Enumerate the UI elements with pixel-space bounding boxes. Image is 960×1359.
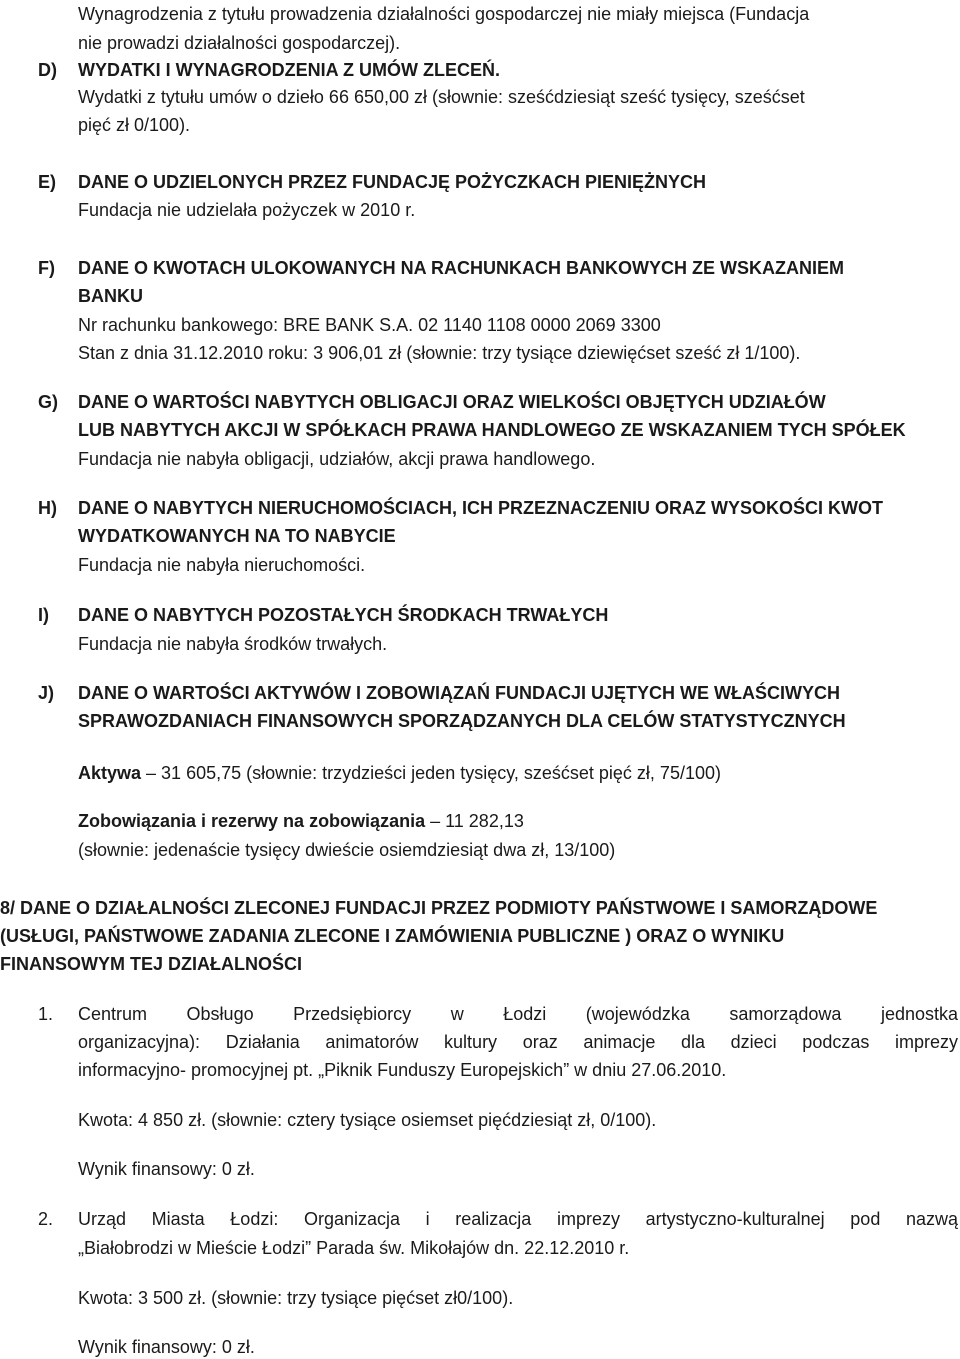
paragraph-line: Fundacja nie nabyła środków trwałych. xyxy=(78,634,388,654)
list-item-number: 1. xyxy=(38,1004,54,1024)
section-8-heading: FINANSOWYM TEJ DZIAŁALNOŚCI xyxy=(0,954,302,974)
list-item-result: Wynik finansowy: 0 zł. xyxy=(78,1159,255,1179)
paragraph-line: Fundacja nie nabyła obligacji, udziałów, akcji prawa handlowego. xyxy=(78,449,596,469)
section-h-heading: WYDATKOWANYCH NA TO NABYCIE xyxy=(78,526,396,546)
section-i-label: I) xyxy=(38,605,49,625)
list-item-amount: Kwota: 3 500 zł. (słownie: trzy tysiące pięćset zł0/100). xyxy=(78,1288,514,1308)
list-item-number: 2. xyxy=(38,1209,54,1229)
section-8-heading: (USŁUGI, PAŃSTWOWE ZADANIA ZLECONE I ZAMÓWIENIA PUBLICZNE ) ORAZ O WYNIKU xyxy=(0,926,785,946)
section-j-label: J) xyxy=(38,683,55,703)
section-f-heading: DANE O KWOTACH ULOKOWANYCH NA RACHUNKACH BANKOWYCH ZE WSKAZANIEM xyxy=(78,258,844,278)
section-g-heading: DANE O WARTOŚCI NABYTYCH OBLIGACJI ORAZ WIELKOŚCI OBJĘTYCH UDZIAŁÓW xyxy=(78,392,826,412)
paragraph-line: nie prowadzi działalności gospodarczej). xyxy=(78,33,401,53)
list-item-text: „Białobrodzi w Mieście Łodzi” Parada św. Mikołajów dn. 22.12.2010 r. xyxy=(78,1238,630,1258)
section-g-label: G) xyxy=(38,392,58,412)
section-f-label: F) xyxy=(38,258,55,278)
list-item-text: Centrum Obsługo Przedsiębiorcy w Łodzi (wojewódzka samorządowa jednostka xyxy=(78,1004,958,1024)
section-d-heading: WYDATKI I WYNAGRODZENIA Z UMÓW ZLECEŃ. xyxy=(78,60,500,80)
bank-balance-line: Stan z dnia 31.12.2010 roku: 3 906,01 zł (słownie: trzy tysiące dziewięćset sześć zł 1/100). xyxy=(78,343,801,363)
paragraph-line: Wydatki z tytułu umów o dzieło 66 650,00 zł (słownie: sześćdziesiąt sześć tysięcy, sześćset xyxy=(78,87,805,107)
list-item-text: organizacyjna): Działania animatorów kultury oraz animacje dla dzieci podczas imprezy xyxy=(78,1032,958,1052)
section-f-heading: BANKU xyxy=(78,286,143,306)
paragraph-line: Fundacja nie nabyła nieruchomości. xyxy=(78,555,366,575)
list-item-text: informacyjno- promocyjnej pt. „Piknik Funduszy Europejskich” w dniu 27.06.2010. xyxy=(78,1060,727,1080)
list-item-amount: Kwota: 4 850 zł. (słownie: cztery tysiące osiemset pięćdziesiąt zł, 0/100). xyxy=(78,1110,657,1130)
section-g-heading: LUB NABYTYCH AKCJI W SPÓŁKACH PRAWA HANDLOWEGO ZE WSKAZANIEM TYCH SPÓŁEK xyxy=(78,420,906,440)
list-item-text: Urząd Miasta Łodzi: Organizacja i realizacja imprezy artystyczno-kulturalnej pod nazwą xyxy=(78,1209,958,1229)
section-j-heading: SPRAWOZDANIACH FINANSOWYCH SPORZĄDZANYCH DLA CELÓW STATYSTYCZNYCH xyxy=(78,711,846,731)
section-d-label: D) xyxy=(38,60,57,80)
section-h-heading: DANE O NABYTYCH NIERUCHOMOŚCIACH, ICH PRZEZNACZENIU ORAZ WYSOKOŚCI KWOT xyxy=(78,498,883,518)
section-8-heading: 8/ DANE O DZIAŁALNOŚCI ZLECONEJ FUNDACJI PRZEZ PODMIOTY PAŃSTWOWE I SAMORZĄDOWE xyxy=(0,898,878,918)
paragraph-line: Fundacja nie udzielała pożyczek w 2010 r. xyxy=(78,200,416,220)
zobowiazania-label: Zobowiązania i rezerwy na zobowiązania xyxy=(78,811,426,831)
section-h-label: H) xyxy=(38,498,57,518)
section-i-heading: DANE O NABYTYCH POZOSTAŁYCH ŚRODKACH TRWAŁYCH xyxy=(78,605,609,625)
zobowiazania-value: – 11 282,13 xyxy=(425,811,524,831)
aktywa-value: – 31 605,75 (słownie: trzydzieści jeden tysięcy, sześćset pięć zł, 75/100) xyxy=(141,763,721,783)
aktywa-line xyxy=(78,761,721,785)
paragraph-line: pięć zł 0/100). xyxy=(78,115,191,135)
aktywa-label: Aktywa xyxy=(78,763,142,783)
section-j-heading: DANE O WARTOŚCI AKTYWÓW I ZOBOWIĄZAŃ FUNDACJI UJĘTYCH WE WŁAŚCIWYCH xyxy=(78,683,840,703)
list-item-result: Wynik finansowy: 0 zł. xyxy=(78,1337,255,1357)
section-e-label: E) xyxy=(38,172,56,192)
section-e-heading: DANE O UDZIELONYCH PRZEZ FUNDACJĘ POŻYCZKACH PIENIĘŻNYCH xyxy=(78,172,707,192)
paragraph-line: Wynagrodzenia z tytułu prowadzenia działalności gospodarczej nie miały miejsca (Fundacja xyxy=(78,4,810,24)
zobowiazania-words: (słownie: jedenaście tysięcy dwieście osiemdziesiąt dwa zł, 13/100) xyxy=(78,840,616,860)
zobowiazania-line xyxy=(78,809,524,833)
bank-account-line: Nr rachunku bankowego: BRE BANK S.A. 02 1140 1108 0000 2069 3300 xyxy=(78,315,661,335)
